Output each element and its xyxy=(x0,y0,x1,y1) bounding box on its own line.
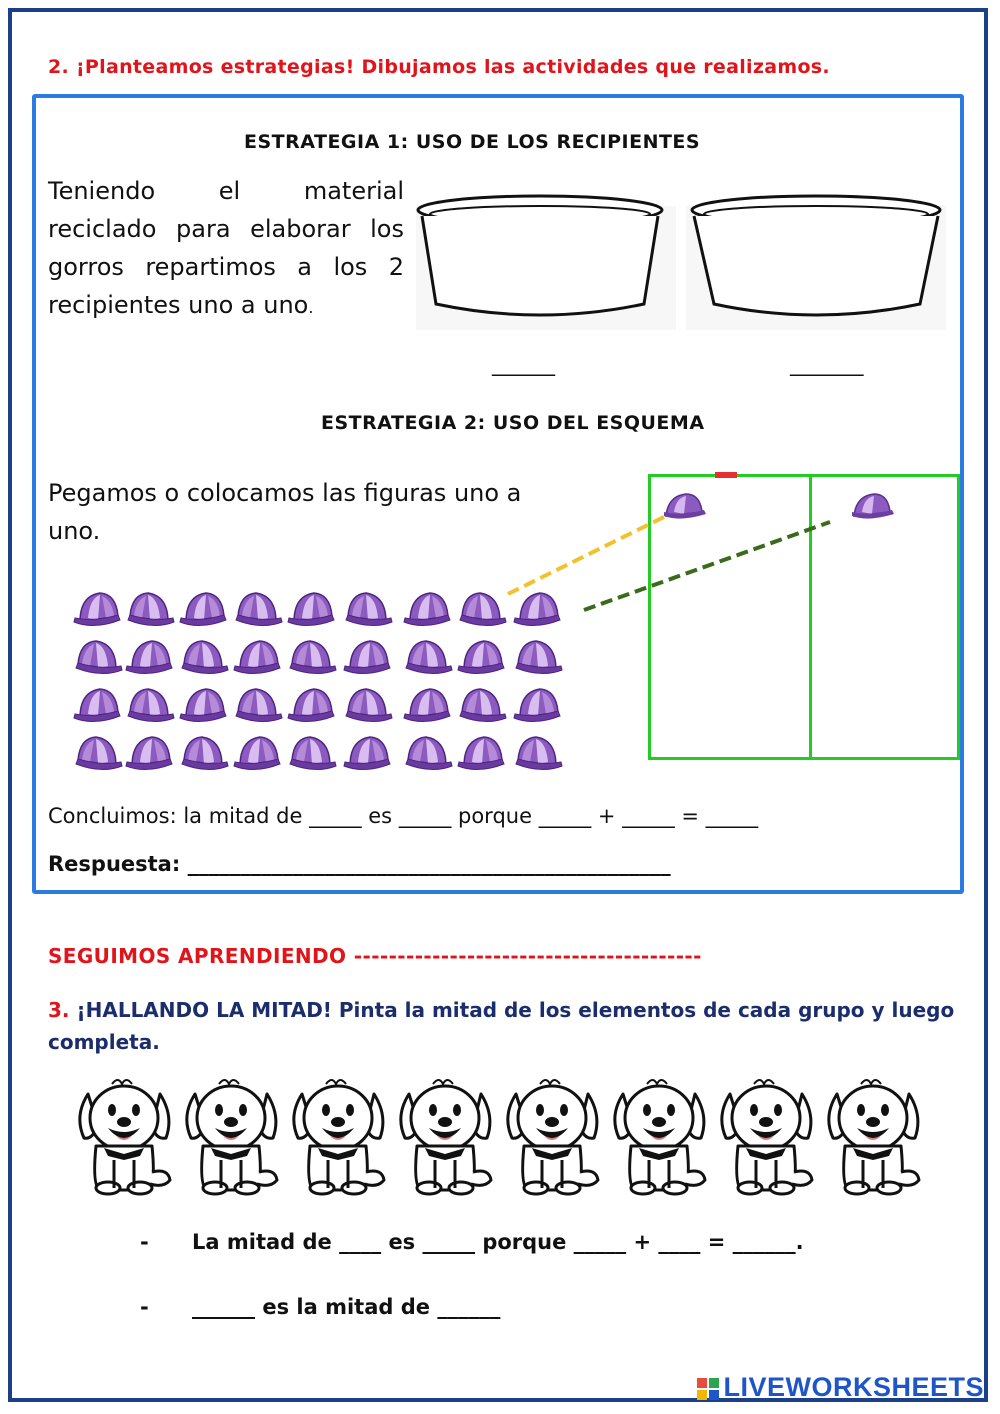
cap-icon[interactable] xyxy=(178,684,230,732)
strategy-1-title-b: : USO DE LOS RECIPIENTES xyxy=(400,131,701,153)
cap-icon[interactable] xyxy=(286,684,338,732)
seguimos-dashes: ---------------------------------------- xyxy=(353,944,702,968)
conclusion-blank-3[interactable]: _____ xyxy=(538,804,592,828)
container-left xyxy=(416,192,676,332)
dog-icon[interactable] xyxy=(716,1076,816,1196)
seguimos-title: SEGUIMOS APRENDIENDO xyxy=(48,944,347,968)
dog-icon[interactable] xyxy=(74,1076,174,1196)
conclusion-blank-4[interactable]: _____ xyxy=(622,804,675,828)
conclusion-blank-1[interactable]: _____ xyxy=(309,804,362,828)
section-3-text: ¡HALLANDO LA MITAD! Pinta la mitad de los elementos de cada grupo y luego completa. xyxy=(48,998,955,1054)
cap-icon[interactable] xyxy=(342,732,394,780)
cap-icon[interactable] xyxy=(402,588,454,636)
cap-icon xyxy=(660,490,710,524)
section-2-text: ¡Planteamos estrategias! Dibujamos las actividades que realizamos. xyxy=(75,56,830,78)
exercise-1-text-c: porque xyxy=(482,1230,567,1254)
conclusion-text-1: Concluimos: la mitad de xyxy=(48,804,303,828)
connector-green xyxy=(584,522,830,610)
strategy-1-title xyxy=(244,131,700,153)
exercise-1-blank-5[interactable]: ______. xyxy=(732,1230,804,1254)
conclusion-text-2: es xyxy=(368,804,393,828)
cap-icon[interactable] xyxy=(286,588,338,636)
exercise-1-plus: + xyxy=(633,1230,652,1254)
exercise-1-blank-2[interactable]: _____ xyxy=(422,1230,475,1254)
cap-icon[interactable] xyxy=(232,732,284,780)
cap-icon[interactable] xyxy=(456,732,508,780)
exercise-line-2 xyxy=(140,1295,500,1319)
section-3-number: 3. xyxy=(48,998,70,1022)
strategy-1-text-end: . xyxy=(308,298,314,317)
cap-icon[interactable] xyxy=(72,684,124,732)
strategy-1-text-body: Teniendo el material reciclado para elaborar los gorros repartimos a los 2 recipientes uno a uno xyxy=(48,177,404,319)
cap-icon[interactable] xyxy=(342,636,394,684)
dog-icon[interactable] xyxy=(502,1076,602,1196)
cap-icon[interactable] xyxy=(456,588,508,636)
cap-icon[interactable] xyxy=(232,588,284,636)
scheme-top-mark xyxy=(715,472,737,478)
container-right xyxy=(686,192,946,332)
dog-icon[interactable] xyxy=(288,1076,388,1196)
conclusion-blank-2[interactable]: _____ xyxy=(398,804,452,828)
container-right-blank[interactable]: _______ xyxy=(790,352,864,376)
dog-icon[interactable] xyxy=(181,1076,281,1196)
exercise-1-text-a: La mitad de xyxy=(192,1230,332,1254)
cap-icon[interactable] xyxy=(512,636,564,684)
strategy-1-title-a: ESTRATEGIA 1 xyxy=(244,131,401,153)
section-3-instructions xyxy=(48,994,968,1058)
exercise-1-blank-4[interactable]: ____ xyxy=(658,1230,701,1254)
conclusion-blank-5[interactable]: _____ xyxy=(705,804,759,828)
seguimos-heading xyxy=(48,944,702,968)
exercise-1-text-b: es xyxy=(388,1230,416,1254)
cap-icon[interactable] xyxy=(402,732,454,780)
answer-line xyxy=(48,852,671,876)
dog-icon[interactable] xyxy=(609,1076,709,1196)
exercise-1-blank-1[interactable]: ____ xyxy=(339,1230,382,1254)
conclusion-plus: + xyxy=(597,804,616,828)
cap-icon[interactable] xyxy=(72,636,124,684)
answer-blank[interactable]: ______________________________________________ xyxy=(187,852,671,876)
cap-icon[interactable] xyxy=(512,588,564,636)
cap-icon[interactable] xyxy=(124,588,176,636)
cap-icon[interactable] xyxy=(124,684,176,732)
cap-icon[interactable] xyxy=(512,732,564,780)
cap-icon[interactable] xyxy=(512,684,564,732)
cap-icon[interactable] xyxy=(178,588,230,636)
section-2-number: 2. xyxy=(48,56,70,78)
cap-icon[interactable] xyxy=(178,636,230,684)
cap-icon[interactable] xyxy=(124,636,176,684)
cap-icon[interactable] xyxy=(232,636,284,684)
cap-icon[interactable] xyxy=(178,732,230,780)
brand-name: LIVEWORKSHEETS xyxy=(723,1372,984,1402)
strategy-2-title: ESTRATEGIA 2: USO DEL ESQUEMA xyxy=(321,412,705,434)
cap-icon xyxy=(848,490,898,524)
conclusion-equals: = xyxy=(681,804,699,828)
container-left-blank[interactable]: ______ xyxy=(492,352,555,376)
cap-icon[interactable] xyxy=(342,588,394,636)
cap-icon[interactable] xyxy=(286,636,338,684)
exercise-2-blank-1[interactable]: ______ xyxy=(192,1295,256,1319)
cap-icon[interactable] xyxy=(342,684,394,732)
dog-icon[interactable] xyxy=(823,1076,923,1196)
answer-label: Respuesta: xyxy=(48,852,181,876)
strategy-1-text xyxy=(48,172,404,327)
liveworksheets-brand[interactable] xyxy=(697,1372,984,1403)
exercise-1-blank-3[interactable]: _____ xyxy=(573,1230,627,1254)
exercise-2-text: es la mitad de xyxy=(262,1295,430,1319)
cap-icon[interactable] xyxy=(232,684,284,732)
cap-icon[interactable] xyxy=(72,588,124,636)
exercise-line-1 xyxy=(140,1230,804,1254)
connector-yellow xyxy=(508,516,666,594)
exercise-bullet-1: - xyxy=(140,1230,149,1254)
dog-icon[interactable] xyxy=(395,1076,495,1196)
cap-icon[interactable] xyxy=(402,636,454,684)
exercise-bullet-2: - xyxy=(140,1295,149,1319)
conclusion-line xyxy=(48,804,758,828)
cap-icon[interactable] xyxy=(286,732,338,780)
section-2-title xyxy=(48,56,830,78)
exercise-1-equals: = xyxy=(707,1230,726,1254)
cap-icon[interactable] xyxy=(402,684,454,732)
cap-icon[interactable] xyxy=(456,684,508,732)
conclusion-text-3: porque xyxy=(458,804,533,828)
exercise-2-blank-2[interactable]: ______ xyxy=(437,1295,501,1319)
cap-icon[interactable] xyxy=(72,732,124,780)
liveworksheets-logo-icon xyxy=(697,1378,719,1400)
cap-icon[interactable] xyxy=(124,732,176,780)
strategy-2-text: Pegamos o colocamos las figuras uno a uno. xyxy=(48,479,522,545)
cap-icon[interactable] xyxy=(456,636,508,684)
